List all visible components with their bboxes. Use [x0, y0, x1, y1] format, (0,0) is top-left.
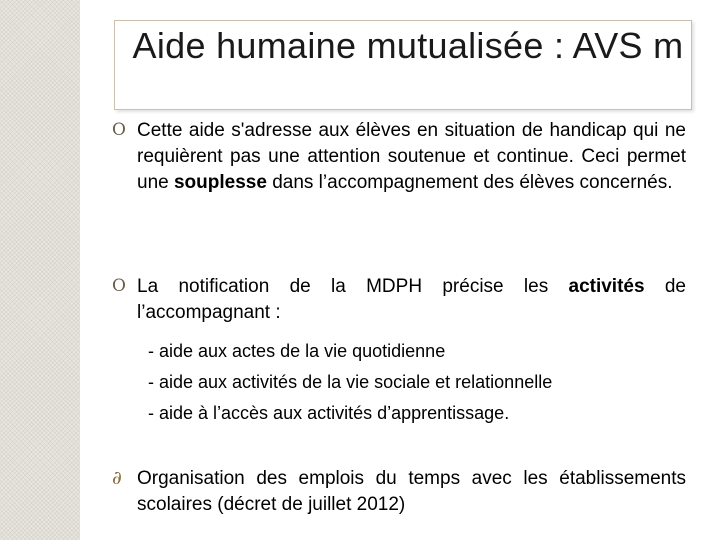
bullet-text: Organisation des emplois du temps avec les établissements scolaires (décret de juillet 2012) [137, 468, 686, 515]
decorative-side-pattern [0, 0, 80, 540]
sub-item: - aide aux activités de la vie sociale et relationnelle [148, 372, 553, 392]
bullet-text: Cette aide s'adresse aux élèves en situation de handicap qui ne requièrent pas une attention soutenue et continue. Ceci permet une souplesse dans l’accompagnement des élèves concernés. [137, 120, 686, 193]
bullet-circle-icon: O [112, 276, 126, 296]
bullet-item [112, 466, 686, 518]
bullet-item [112, 274, 686, 326]
sub-item: - aide aux actes de la vie quotidienne [148, 341, 446, 361]
bullet-circle-icon: O [112, 120, 126, 140]
bullet-item [112, 118, 686, 196]
bullet-partial-icon: ∂ [112, 467, 122, 489]
bullet-text: La notification de la MDPH précise les activités de l’accompagnant : [137, 276, 686, 323]
sub-item: - aide à l’accès aux activités d’apprentissage. [148, 403, 510, 423]
slide-title: Aide humaine mutualisée : AVS m [132, 25, 684, 66]
